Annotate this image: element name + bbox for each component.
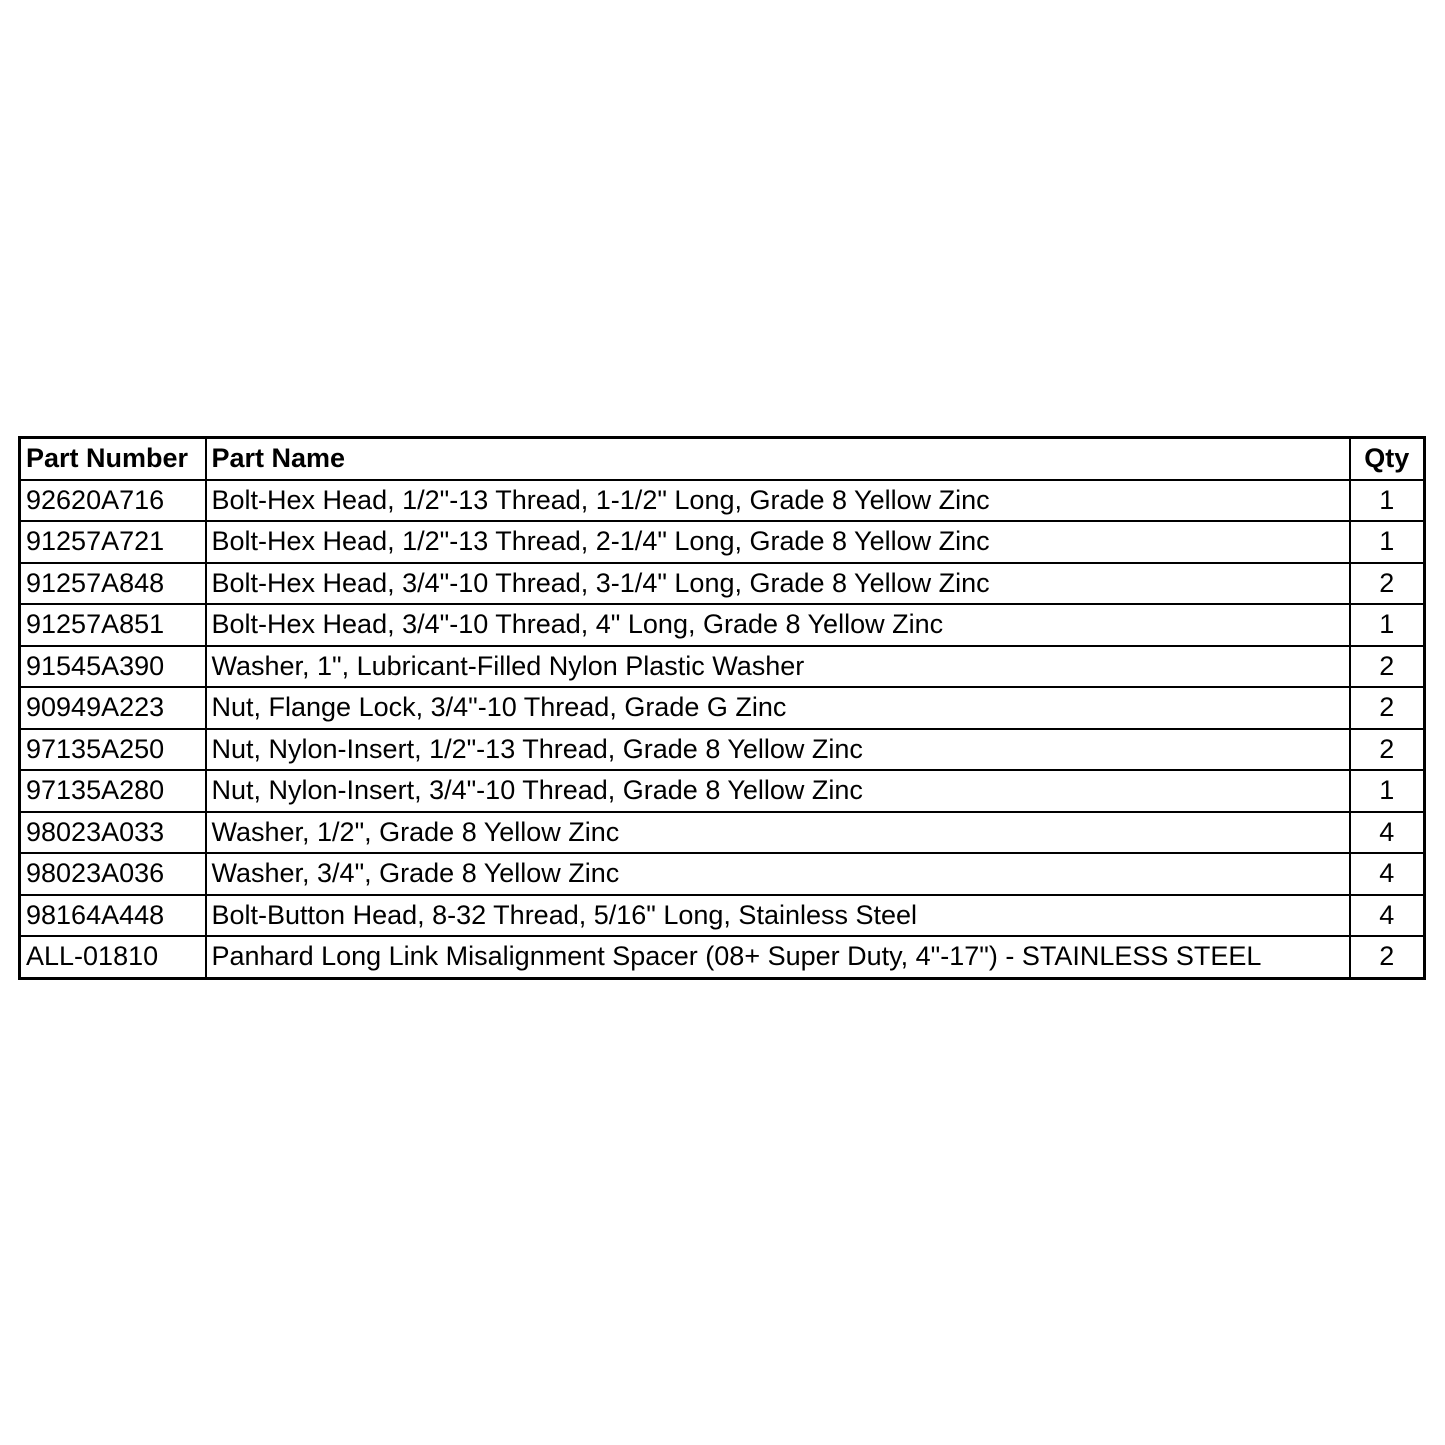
table-row (20, 521, 1425, 563)
qty-cell: 2 (1350, 729, 1425, 771)
part-number-cell: 92620A716 (20, 480, 206, 522)
part-name-cell: Nut, Nylon-Insert, 3/4"-10 Thread, Grade 8 Yellow Zinc (206, 770, 1350, 812)
header-row (20, 438, 1425, 480)
part-number-cell: 91257A851 (20, 604, 206, 646)
part-number-cell: 97135A250 (20, 729, 206, 771)
header-part-name: Part Name (206, 438, 1350, 480)
table-row (20, 812, 1425, 854)
part-name-cell: Nut, Flange Lock, 3/4"-10 Thread, Grade G Zinc (206, 687, 1350, 729)
table-row (20, 936, 1425, 978)
qty-cell: 2 (1350, 936, 1425, 978)
part-name-cell: Bolt-Hex Head, 1/2"-13 Thread, 2-1/4" Long, Grade 8 Yellow Zinc (206, 521, 1350, 563)
part-number-cell: 90949A223 (20, 687, 206, 729)
table-row (20, 895, 1425, 937)
qty-cell: 4 (1350, 812, 1425, 854)
part-number-cell: 98023A033 (20, 812, 206, 854)
qty-cell: 2 (1350, 646, 1425, 688)
part-name-cell: Washer, 1", Lubricant-Filled Nylon Plastic Washer (206, 646, 1350, 688)
table-row (20, 687, 1425, 729)
table-row (20, 853, 1425, 895)
part-number-cell: 98164A448 (20, 895, 206, 937)
qty-cell: 2 (1350, 563, 1425, 605)
part-number-cell: 91545A390 (20, 646, 206, 688)
table-row (20, 646, 1425, 688)
part-number-cell: 91257A848 (20, 563, 206, 605)
qty-cell: 2 (1350, 687, 1425, 729)
qty-cell: 1 (1350, 521, 1425, 563)
part-name-cell: Panhard Long Link Misalignment Spacer (08+ Super Duty, 4"-17") - STAINLESS STEEL (206, 936, 1350, 978)
qty-cell: 4 (1350, 895, 1425, 937)
qty-cell: 1 (1350, 480, 1425, 522)
part-name-cell: Nut, Nylon-Insert, 1/2"-13 Thread, Grade 8 Yellow Zinc (206, 729, 1350, 771)
part-name-cell: Washer, 3/4", Grade 8 Yellow Zinc (206, 853, 1350, 895)
part-name-cell: Bolt-Button Head, 8-32 Thread, 5/16" Long, Stainless Steel (206, 895, 1350, 937)
table-row (20, 729, 1425, 771)
table-row (20, 480, 1425, 522)
part-number-cell: 97135A280 (20, 770, 206, 812)
header-qty: Qty (1350, 438, 1425, 480)
qty-cell: 1 (1350, 604, 1425, 646)
part-name-cell: Washer, 1/2", Grade 8 Yellow Zinc (206, 812, 1350, 854)
qty-cell: 4 (1350, 853, 1425, 895)
qty-cell: 1 (1350, 770, 1425, 812)
part-name-cell: Bolt-Hex Head, 1/2"-13 Thread, 1-1/2" Long, Grade 8 Yellow Zinc (206, 480, 1350, 522)
part-number-cell: 98023A036 (20, 853, 206, 895)
parts-table (18, 436, 1426, 980)
part-name-cell: Bolt-Hex Head, 3/4"-10 Thread, 3-1/4" Long, Grade 8 Yellow Zinc (206, 563, 1350, 605)
table-row (20, 770, 1425, 812)
table-row (20, 604, 1425, 646)
part-name-cell: Bolt-Hex Head, 3/4"-10 Thread, 4" Long, Grade 8 Yellow Zinc (206, 604, 1350, 646)
header-part-number: Part Number (20, 438, 206, 480)
part-number-cell: 91257A721 (20, 521, 206, 563)
table-row (20, 563, 1425, 605)
part-number-cell: ALL-01810 (20, 936, 206, 978)
